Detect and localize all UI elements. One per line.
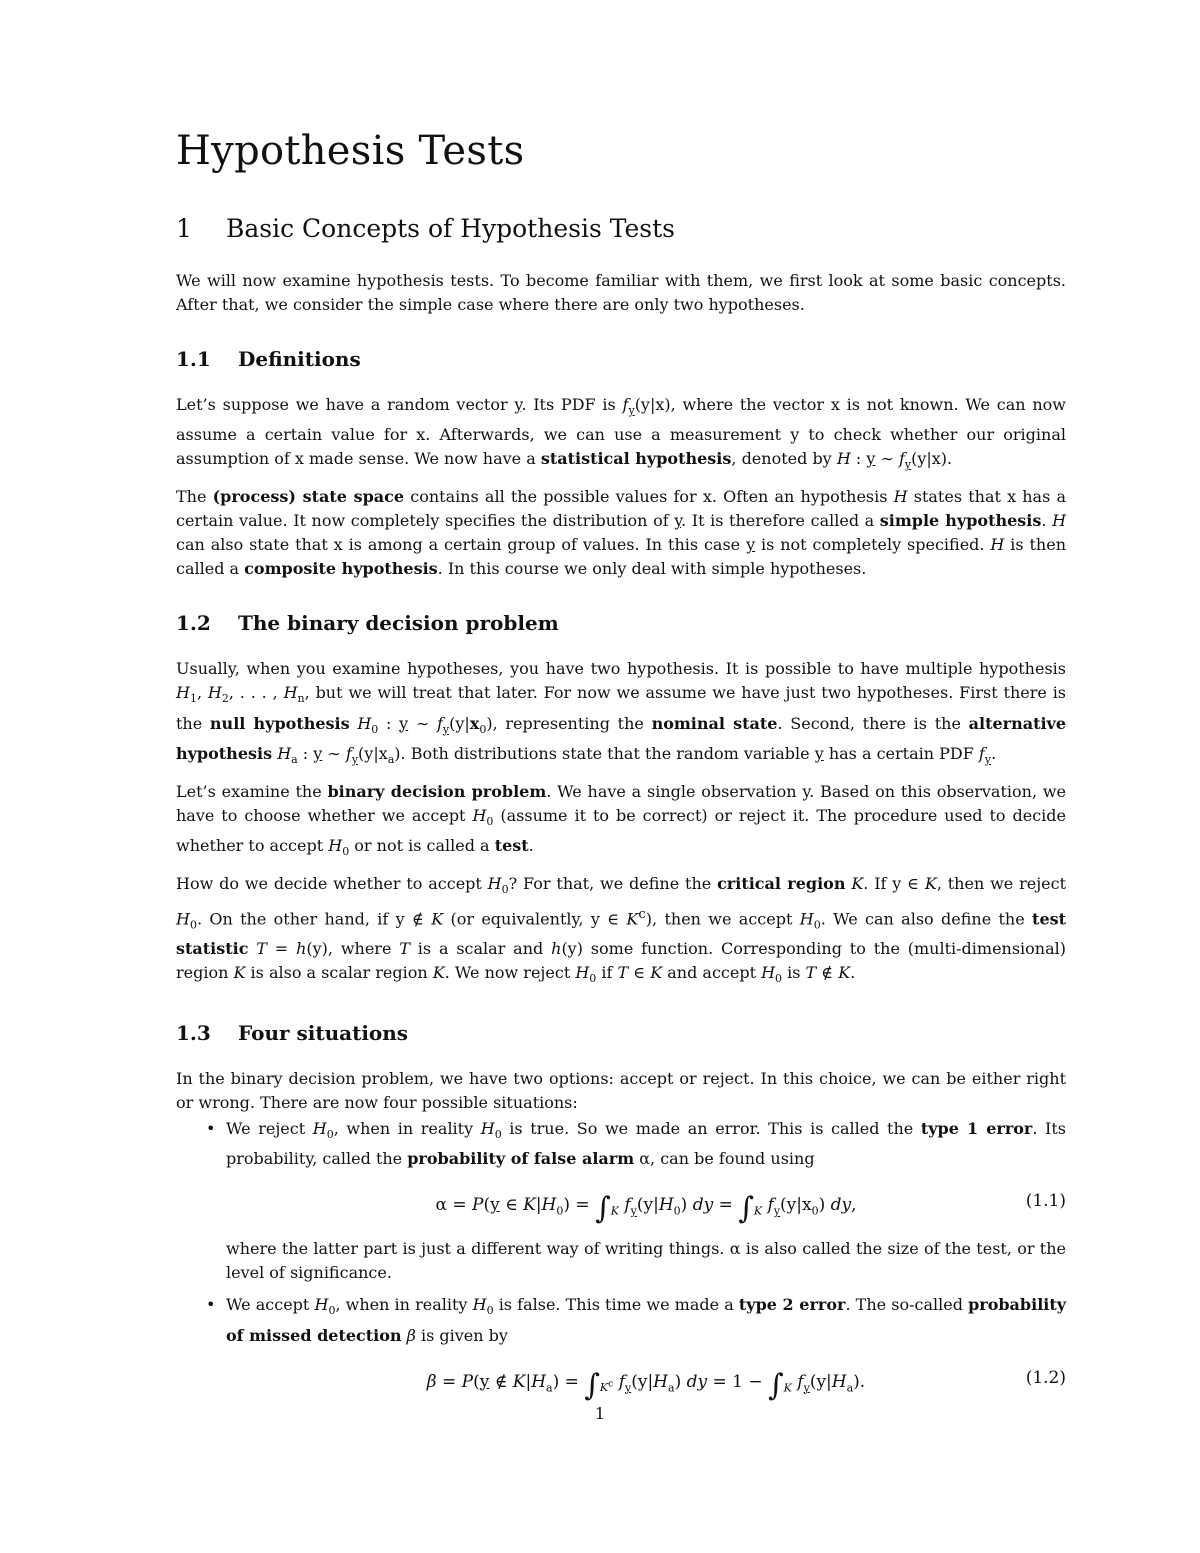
section-1-heading (176, 214, 1066, 243)
binary-paragraph-2: Let’s examine the binary decision problem. We have a single observation y. Based on this observation, we have to choose whether we accept $H_0$ (assume it to be correct) or reject it. The procedure used to decide whether to accept $H_0$ or not is called a test. (176, 781, 1066, 859)
binary-paragraph-1: Usually, when you examine hypotheses, you have two hypothesis. It is possible to have multiple hypothesis $H_1$, $H_2$, . . . , $H_n$, but we will treat that later. For now we assume we have just two hypotheses. First there is the null hypothesis $H_0$ : y ∼ $f_y(y|x_0)$, representing the nominal state. Second, there is the alternative hypothesis $H_a$ : y ∼ $f_y(y|x_a)$. Both distributions state that the random variable y has a certain PDF $f_y$. (176, 659, 1067, 766)
subsection-1-1-heading (176, 347, 1066, 371)
equation-expression: α = P(y ∈ $K|H_0) = \int_K$ $f_y(y|H_0)$ dy = $\int_K$ $f_y(y|x_0)$ dy, (435, 1191, 857, 1227)
bullet-icon: • (206, 1119, 216, 1139)
subsection-title: Four situations (238, 1021, 409, 1046)
subsection-number: 1.1 (176, 347, 211, 371)
four-situations-intro: In the binary decision problem, we have two options: accept or reject. In this choice, we can be either right or wrong. There are now four possible situations: (176, 1069, 1066, 1113)
page-content (176, 120, 1066, 1414)
list-item (176, 1117, 1066, 1285)
bullet-icon: • (206, 1295, 216, 1315)
equation-1-1 (226, 1181, 1066, 1227)
equation-expression: β = P(y ∉ $K|H_a) = \int_{K^c}$ $f_y(y|H_a)$ dy = $1 - \int_K$ $f_y(y|H_a)$. (426, 1367, 866, 1403)
equation-number: (1.2) (1025, 1367, 1066, 1388)
section-1-intro: We will now examine hypothesis tests. To become familiar with them, we first look at some basic concepts. After that, we consider the simple case where there are only two hypotheses. (176, 271, 1066, 314)
subsection-title: Definitions (238, 347, 361, 371)
equation-1-2 (226, 1358, 1066, 1404)
list-item (176, 1293, 1066, 1403)
type-1-error-text: We reject $H_0$, when in reality $H_0$ is true. So we made an error. This is called the type 1 error. Its probability, called the probability of false alarm α, can be found using (226, 1119, 1067, 1169)
subsection-1-2-heading (176, 611, 1066, 635)
subsection-number: 1.3 (176, 1021, 211, 1046)
document-title: Hypothesis Tests (176, 128, 525, 174)
type-2-error-text: We accept $H_0$, when in reality $H_0$ is false. This time we made a type 2 error. The so-called probability of missed detection β is given by (226, 1295, 1067, 1345)
section-title: Basic Concepts of Hypothesis Tests (226, 214, 675, 243)
type-1-error-note: where the latter part is just a different way of writing things. α is also called the size of the test, or the level of significance. (226, 1239, 1066, 1283)
subsection-number: 1.2 (176, 611, 211, 636)
definitions-paragraph-2: The (process) state space contains all the possible values for x. Often an hypothesis H states that x has a certain value. It now completely specifies the distribution of y. It is therefore called a simple hypothesis. H can also state that x is among a certain group of values. In this case y is not completely specified. H is then called a composite hypothesis. In this course we only deal with simple hypotheses. (176, 487, 1067, 579)
page-number: 1 (594, 1404, 606, 1423)
equation-number: (1.1) (1025, 1191, 1066, 1212)
subsection-1-3-heading (176, 1021, 1066, 1045)
section-number: 1 (176, 214, 192, 243)
subsection-title: The binary decision problem (238, 611, 559, 636)
situations-list (176, 1117, 1066, 1403)
binary-paragraph-3: How do we decide whether to accept $H_0$? For that, we define the critical region K. If y ∈ K, then we reject $H_0$. On the other hand, if y ∉ K (or equivalently, y ∈ $K^c$), then we accept $H_0$. We can also define the test statistic T = h(y), where T is a scalar and h(y) some function. Corresponding to the (multi-dimensional) region K is also a scalar region K. We now reject $H_0$ if T ∈ K and accept $H_0$ is T ∉ K. (176, 874, 1067, 986)
definitions-paragraph-1: Let’s suppose we have a random vector y. Its PDF is $f_y(y|x)$, where the vector x is not known. We can now assume a certain value for x. Afterwards, we can use a measurement y to check whether our original assumption of x made sense. We now have a statistical hypothesis, denoted by H : y ∼ $f_y(y|x)$. (176, 395, 1067, 472)
